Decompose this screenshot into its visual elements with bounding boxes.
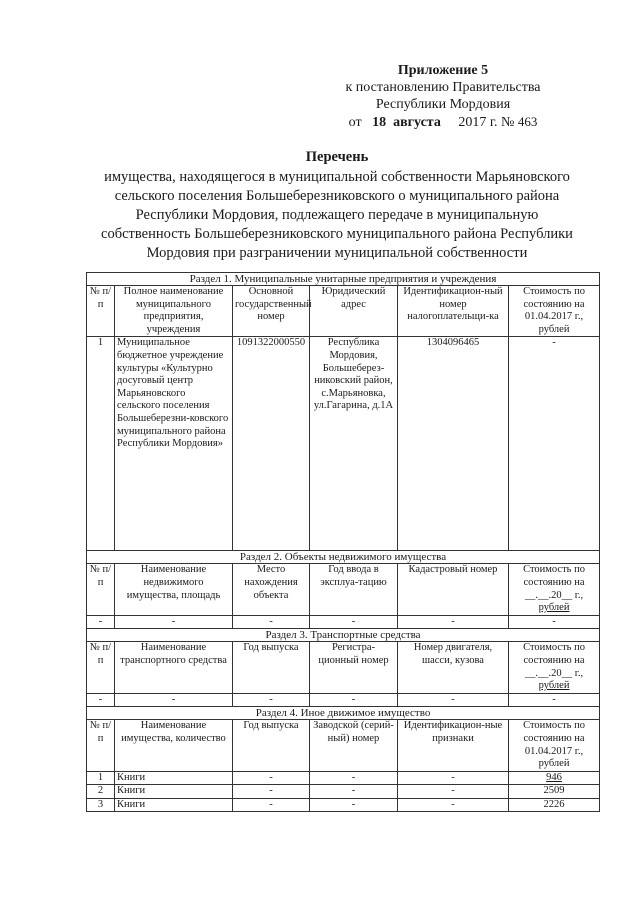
appendix-line1: к постановлению Правительства xyxy=(345,80,541,95)
document-title: Перечень имущества, находящегося в муниципальной собственности Марьяновского сельского поселения Большеберезниковского о муниципального района Республики Мордовия, подлежащего передаче в муниципальную собственность Большеберезниковского муниципального района Республики Мордовия при разграничении муниципальной собственности xyxy=(80,148,594,263)
section-header-row: № п/п Наименование имущества, количество Год выпуска Заводской (серий-ный) номер Идентификацион-ные признаки Стоимость по состоянию на 01.04.2017 г., рублей xyxy=(87,720,600,771)
cost-header: Стоимость по состоянию на __.__.20__ г., рублей xyxy=(509,642,600,693)
section-title-row: Раздел 1. Муниципальные унитарные предприятия и учреждения xyxy=(87,273,600,286)
section-header-row: № п/п Наименование недвижимого имущества, площадь Место нахождения объекта Год ввода в эксплуа-тацию Кадастровый номер Стоимость по состоянию на __.__.20__ г., рублей xyxy=(87,564,600,615)
table-row: - - - - - - xyxy=(87,693,600,707)
appendix-title: Приложение 5 xyxy=(397,63,489,78)
section-header-row: № п/п Наименование транспортного средства Год выпуска Регистра-ционный номер Номер двигателя, шасси, кузова Стоимость по состоянию на __.__.20__ г., рублей xyxy=(87,642,600,693)
appendix-date: от 18 августа 2017 г. № 463 xyxy=(348,114,538,130)
property-table xyxy=(86,272,600,812)
section-title-row: Раздел 4. Иное движимое имущество xyxy=(87,707,600,720)
section-header-row: № п/п Полное наименование муниципального предприятия, учреждения Основной государственный номер Юридический адрес Идентификацион-ный номер налогоплательщи-ка Стоимость по состоянию на 01.04.2017 г., рублей xyxy=(87,286,600,337)
decree-number: 463 xyxy=(517,114,538,129)
section-title-row: Раздел 2. Объекты недвижимого имущества xyxy=(87,551,600,564)
appendix-line2: Республики Мордовия xyxy=(375,97,511,112)
table-row: 2 Книги - - - 2509 xyxy=(87,785,600,799)
section-title-row: Раздел 3. Транспортные средства xyxy=(87,629,600,642)
appendix-header xyxy=(318,62,568,131)
title-heading: Перечень xyxy=(305,149,369,165)
cost-header: Стоимость по состоянию на __.__.20__ г., рублей xyxy=(509,564,600,615)
table-row: 1 Книги - - - 946 xyxy=(87,771,600,785)
table-row: - - - - - - xyxy=(87,615,600,629)
table-row: 1 Муниципальное бюджетное учреждение культуры «Культурно досуговый центр Марьяновского сельского поселения Большеберезни-ковского муниципального района Республики Мордовия» 1091322000550 Республика Мордовия, Большеберез-никовский район, с.Марьяновка, ул.Гагарина, д.1А 1304096465 - xyxy=(87,337,600,551)
table-row: 3 Книги - - - 2226 xyxy=(87,798,600,812)
